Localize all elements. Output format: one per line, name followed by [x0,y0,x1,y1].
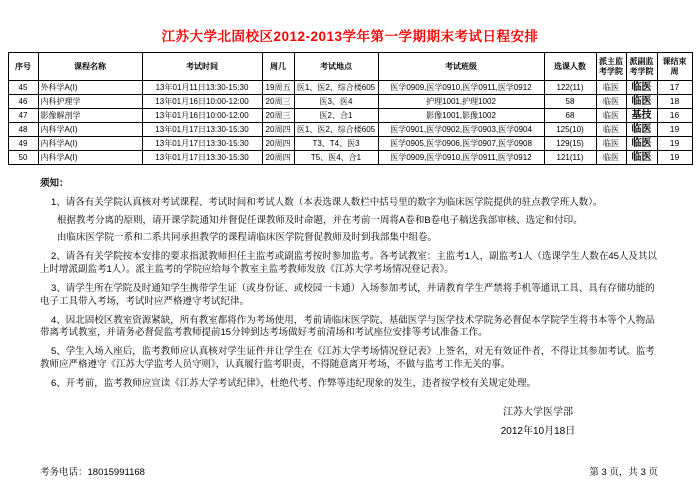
cell-enrolled-count: 121(11) [544,151,596,165]
cell-course-name: 内科学A(Ⅰ) [38,137,142,151]
cell-index: 49 [8,137,38,151]
note-item-2: 2、请各有关学院按本安排的要求指派教师担任主监考或副监考按时参加监考。各考试教室：主监考1人，副监考1人（选课学生人数在45人及其以上时增派副监考1人）。派主监考的学院应给每个教室主监考教师发放《江苏大学考场情况登记表》。 [40,251,657,276]
cell-exam-location: 医2、合1 [294,109,378,123]
note-item-1: 1、请各有关学院认真核对考试课程、考试时间和考试人数（本表选课人数栏中括号里的数字为临床医学院提供的驻点教学班人数）。 [51,196,603,208]
table-row [8,109,692,123]
cell-exam-location: T3、T4、医3 [294,137,378,151]
cell-exam-time: 13年01月16日10:00-12:00 [142,95,262,109]
page-footer [40,464,658,478]
col-header-exam-time: 考试时间 [142,53,262,81]
cell-exam-classes: 医学0909,医学0910,医学0911,医学0912 [378,81,544,95]
cell-exam-time: 13年01月16日10:00-12:00 [142,109,262,123]
cell-weekday: 20周三 [262,95,294,109]
cell-exam-classes: 护理1001,护理1002 [378,95,544,109]
footer-page-number: 第 3 页，共 3 页 [589,467,658,478]
cell-course-name: 影像解剖学 [38,109,142,123]
note-item-5: 5、学生入场入座后，监考教师应认真核对学生证件并让学生在《江苏大学考场情况登记表》上签名，对无有效证件者，不得让其参加考试。监考教师应严格遵守《江苏大学监考人员守则》，认真履行监考职责，不得随意离开考场，不做与监考工作无关的事。 [40,346,655,370]
cell-vice-invigilator-college: 临医 [626,137,657,151]
table-row [8,137,692,151]
cell-chief-invigilator-college: 临医 [596,123,626,137]
cell-exam-location: 医3、医4 [294,95,378,109]
cell-exam-location: 医1、医2、综合楼605 [294,81,378,95]
cell-exam-time: 13年01月17日13:30-15:30 [142,137,262,151]
notes-heading: 须知： [40,178,69,189]
cell-course-name: 内科学A(Ⅰ) [38,123,142,137]
cell-course-name: 内科护理学 [38,95,142,109]
cell-index: 47 [8,109,38,123]
cell-course-name: 内科学A(Ⅰ) [38,151,142,165]
cell-exam-classes: 影像1001,影像1002 [378,109,544,123]
cell-index: 50 [8,151,38,165]
table-row [8,123,692,137]
cell-course-name: 外科学A(Ⅰ) [38,81,142,95]
cell-enrolled-count: 125(10) [544,123,596,137]
cell-exam-location: T5、医4、合1 [294,151,378,165]
cell-weekday: 20周三 [262,109,294,123]
cell-vice-invigilator-college: 临医 [626,81,657,95]
note-item-3: 3、请学生所在学院及时通知学生携带学生证（或身份证、或校园一卡通）入场参加考试，并请教育学生严禁将手机等通讯工具、具有存储功能的电子工具带入考场，考试时应严格遵守考试纪律。 [40,282,655,307]
cell-index: 45 [8,81,38,95]
cell-vice-invigilator-college: 基技 [626,109,657,123]
footer-exam-phone: 考务电话：18015991168 [40,467,145,478]
exam-schedule-table [8,52,693,165]
col-header-index: 序号 [8,53,38,81]
cell-course-end-week: 16 [657,109,692,123]
cell-enrolled-count: 122(11) [544,81,596,95]
note-item-6: 6、开考前，监考教师应宣读《江苏大学考试纪律》，杜绝代考、作弊等违纪现象的发生，违者按学校有关规定处理。 [51,377,537,389]
cell-enrolled-count: 68 [544,109,596,123]
table-row [8,95,692,109]
cell-exam-time: 13年01月17日13:30-15:30 [142,123,262,137]
cell-index: 46 [8,95,38,109]
notes-section [40,178,658,391]
cell-exam-time: 13年01月17日13:30-15:30 [142,151,262,165]
col-header-weekday: 周几 [262,53,294,81]
cell-vice-invigilator-college: 临医 [626,95,657,109]
cell-weekday: 20周四 [262,137,294,151]
note-item-4: 4、因北固校区教室资源紧缺，所有教室都将作为考场使用，考前请临床医学院、基础医学与医学技术学院务必督促本学院学生将书本等个人物品带离考试教室，并请务必督促监考教师提前15分钟到达考场做好考前清场和考试座位安排等考试准备工作。 [40,314,655,339]
col-header-chief-invigilator-college: 派主监考学院 [596,53,626,81]
col-header-vice-invigilator-college: 派副监考学院 [626,53,657,81]
col-header-exam-classes: 考试班级 [378,53,544,81]
cell-course-end-week: 19 [657,123,692,137]
cell-weekday: 20周四 [262,151,294,165]
cell-enrolled-count: 129(15) [544,137,596,151]
cell-weekday: 20周四 [262,123,294,137]
signature-organization: 江苏大学医学部 [503,406,573,418]
cell-exam-time: 13年01月11日13:30-15:30 [142,81,262,95]
cell-course-end-week: 17 [657,81,692,95]
cell-exam-classes: 医学0909,医学0910,医学0911,医学0912 [378,151,544,165]
cell-course-end-week: 19 [657,137,692,151]
table-header-row [8,53,692,81]
signature-date: 2012年10月18日 [500,425,576,437]
signature-block [448,403,628,441]
col-header-course-end-week: 课结束周 [657,53,692,81]
cell-chief-invigilator-college: 临医 [596,81,626,95]
cell-vice-invigilator-college: 临医 [626,151,657,165]
cell-course-end-week: 18 [657,95,692,109]
cell-vice-invigilator-college: 临医 [626,123,657,137]
cell-exam-classes: 医学0901,医学0902,医学0903,医学0904 [378,123,544,137]
col-header-enrolled-count: 选课人数 [544,53,596,81]
document-title: 江苏大学北固校区2012-2013学年第一学期期末考试日程安排 [161,29,539,44]
col-header-course-name: 课程名称 [38,53,142,81]
cell-weekday: 19周五 [262,81,294,95]
cell-exam-location: 医1、医2、综合楼605 [294,123,378,137]
cell-chief-invigilator-college: 临医 [596,137,626,151]
cell-chief-invigilator-college: 临医 [596,151,626,165]
cell-course-end-week: 19 [657,151,692,165]
col-header-exam-location: 考试地点 [294,53,378,81]
cell-chief-invigilator-college: 临医 [596,95,626,109]
table-row [8,81,692,95]
note-item-1-sub-1: 根据教考分离的原则，请开课学院通知并督促任课教师及时命题，并在考前一周将A卷和B卷电子稿送我部审核、选定和付印。 [57,214,583,226]
table-row [8,151,692,165]
cell-index: 48 [8,123,38,137]
cell-exam-classes: 医学0905,医学0906,医学0907,医学0908 [378,137,544,151]
note-item-1-sub-2: 由临床医学院一系和二系共同承担教学的课程请临床医学院督促教师及时到我部集中组卷。 [57,232,438,244]
cell-enrolled-count: 58 [544,95,596,109]
cell-chief-invigilator-college: 临医 [596,109,626,123]
